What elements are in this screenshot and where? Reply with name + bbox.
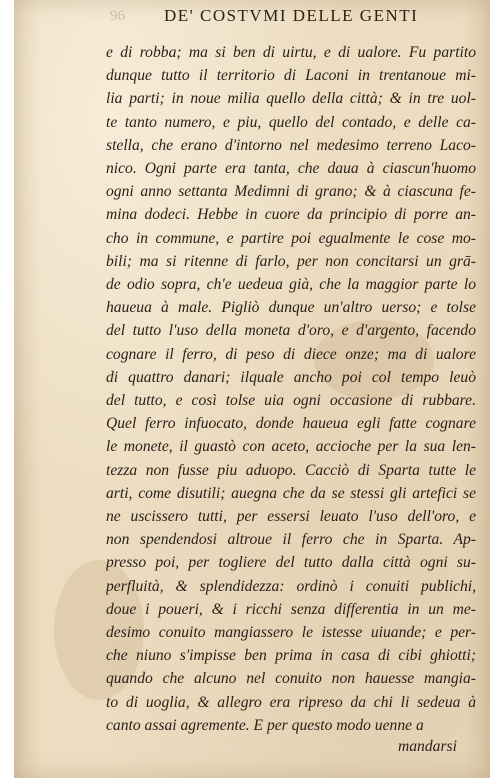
text-line: di quattro danari; ilquale ancho poi col tempo leuò — [106, 368, 476, 386]
running-title: DE' COSTVMI DELLE GENTI — [164, 6, 419, 25]
book-page — [14, 0, 490, 778]
text-line: doue i poueri, & i ricchi senza differentia in un me- — [106, 600, 476, 618]
text-line: stella, che erano d'intorno nel medesimo terreno Laco- — [106, 136, 476, 154]
text-line: arti, come disutili; auegna che da se stessi gli artefici se — [106, 484, 476, 502]
text-line: haueua à male. Pigliò dunque un'altro uerso; e tolse — [106, 299, 476, 317]
text-line: mina dodeci. Hebbe in cuore da principio di porre an- — [106, 206, 476, 224]
running-header — [14, 6, 490, 36]
text-line: del tutto l'uso della moneta d'oro, e d'argento, facendo — [106, 322, 476, 340]
text-line: e di robba; ma si ben di uirtu, e di ualore. Fu partito — [106, 44, 476, 61]
text-line: ogni anno settanta Medimni di grano; & à ciascuna fe- — [106, 183, 476, 201]
text-line: dunque tutto il territorio di Laconi in trentanoue mi- — [106, 67, 476, 85]
text-line: che niuno s'impisse ben prima in casa di cibi ghiotti; — [106, 647, 476, 665]
text-line: presso poi, per togliere del tutto dalla città ogni su- — [106, 554, 476, 572]
text-line: non spendendosi altroue il ferro che in Sparta. Ap- — [106, 531, 476, 549]
catchword: mandarsi — [398, 738, 457, 755]
text-line: le monete, il guastò con aceto, accioche per la sua len- — [106, 438, 476, 456]
text-line: lia parti; in noue milia quello della città; & in tre uol- — [106, 90, 476, 108]
text-line: Quel ferro infuocato, donde haueua egli fatte cognare — [106, 415, 476, 433]
body-text — [106, 40, 478, 732]
text-line: desimo conuito mangiassero le istesse uiuande; e per- — [106, 624, 476, 641]
text-line: to di uoglia, & allegro era ripreso da chi li sedeua à — [106, 693, 476, 711]
text-line: te tanto numero, e piu, quello del contado, e delle ca- — [106, 113, 476, 131]
text-line: de odio sopra, ch'e uedeua già, che la maggior parte lo — [106, 276, 476, 293]
text-line: cognare il ferro, di peso di diece onze; ma di ualore — [106, 345, 476, 363]
text-line: canto assai agremente. E per questo modo uenne a — [106, 716, 424, 734]
text-line: nico. Ogni parte era tanta, che daua à ciascun'huomo — [106, 160, 476, 177]
text-line: quando che alcuno nel conuito non hauesse mangia- — [106, 670, 476, 688]
text-line: ne uscissero tutti, per essersi leuato l'uso dell'oro, e — [106, 508, 476, 525]
text-line: bili; ma si ritenne di farlo, per non concitarsi un grā- — [106, 252, 476, 270]
text-line: del tutto, e così tolse uia ogni occasione di rubbare. — [106, 392, 476, 409]
text-line: tezza non fusse piu aduopo. Cacciò di Sparta tutte le — [106, 461, 476, 479]
text-line: perfluità, & splendidezza: ordinò i conuiti publichi, — [106, 577, 476, 595]
text-line: cho in commune, e partire poi egualmente le cose mo- — [106, 229, 476, 247]
page-number: 96 — [110, 8, 125, 24]
